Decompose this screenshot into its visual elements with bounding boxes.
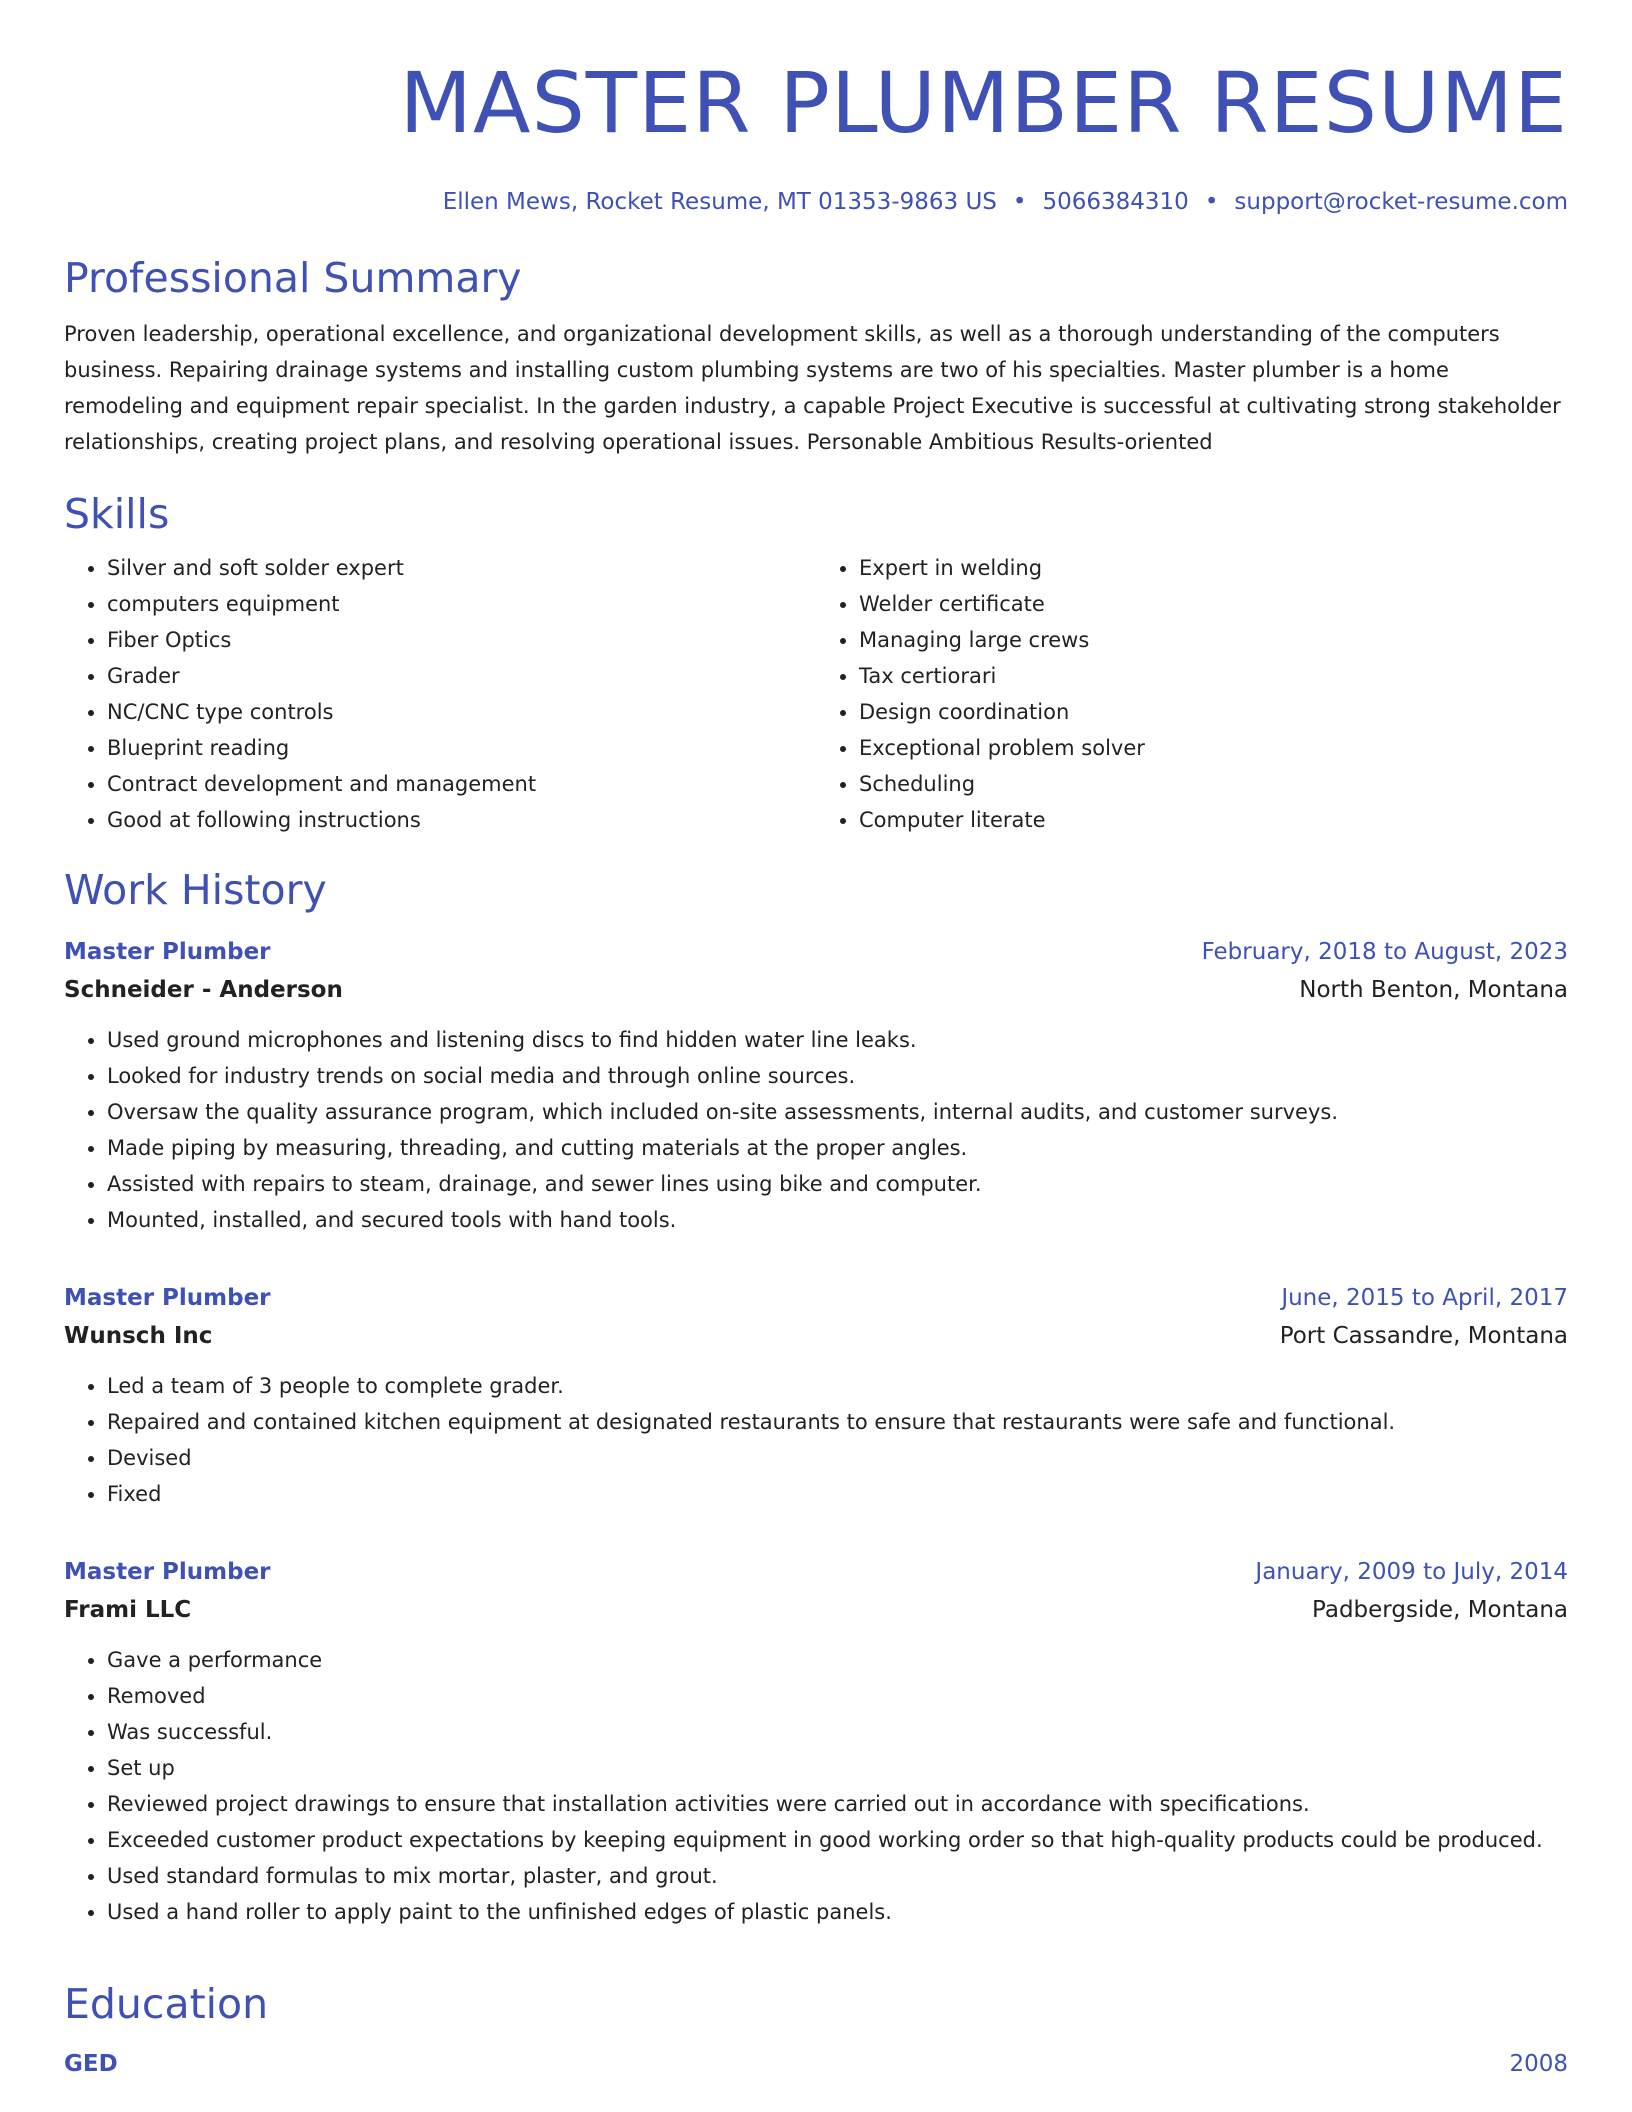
education-entry (64, 2046, 1568, 2082)
resume-name: MASTER PLUMBER RESUME (399, 54, 1568, 152)
skill-item: • Silver and soft solder expert (107, 550, 816, 586)
job-dates: February, 2018 to August, 2023 (1201, 939, 1568, 965)
skill-item: • Exceptional problem solver (859, 730, 1568, 766)
skill-item: • Expert in welding (859, 550, 1568, 586)
skill-item: • Tax certiorari (859, 658, 1568, 694)
skill-item: • Fiber Optics (107, 622, 816, 658)
work-history-section (64, 862, 1568, 1930)
section-title-skills: Skills (64, 490, 170, 538)
skill-item: • Blueprint reading (107, 730, 816, 766)
job-bullet: • Repaired and contained kitchen equipment at designated restaurants to ensure that restaurants were safe and functional. (107, 1404, 1568, 1440)
job-bullet: • Reviewed project drawings to ensure that installation activities were carried out in accordance with specifications. (107, 1786, 1568, 1822)
job-bullets (64, 1022, 1568, 1238)
skills-list-right (816, 550, 1568, 838)
job-bullet: • Devised (107, 1440, 1568, 1476)
job-bullet: • Made piping by measuring, threading, and cutting materials at the proper angles. (107, 1130, 1568, 1166)
skill-item: • NC/CNC type controls (107, 694, 816, 730)
skill-item: • Good at following instructions (107, 802, 816, 838)
skills-list-left (64, 550, 816, 838)
skill-item: • Contract development and management (107, 766, 816, 802)
section-title-work-history: Work History (64, 866, 327, 914)
job-title: Master Plumber (64, 1559, 271, 1585)
job-header-row (64, 934, 1568, 970)
job-location: North Benton, Montana (1299, 977, 1568, 1003)
job-bullets (64, 1642, 1568, 1930)
job-bullet: • Set up (107, 1750, 1568, 1786)
job-bullet: • Used a hand roller to apply paint to the unfinished edges of plastic panels. (107, 1894, 1568, 1930)
job-bullet: • Looked for industry trends on social media and through online sources. (107, 1058, 1568, 1094)
professional-summary-section (64, 250, 1568, 460)
contact-separator: • (1012, 189, 1027, 215)
job-bullet: • Led a team of 3 people to complete grader. (107, 1368, 1568, 1404)
job-header-row (64, 1554, 1568, 1590)
job-company-row (64, 1590, 1568, 1628)
job-header-row (64, 1280, 1568, 1316)
education-degree: GED (64, 2051, 118, 2077)
education-year: 2008 (1509, 2051, 1568, 2077)
job-dates: June, 2015 to April, 2017 (1281, 1285, 1568, 1311)
contact-separator: • (1204, 189, 1219, 215)
job-bullets (64, 1368, 1568, 1512)
contact-phone: 5066384310 (1042, 189, 1189, 215)
job-bullet: • Removed (107, 1678, 1568, 1714)
skill-item: • Grader (107, 658, 816, 694)
job-company: Schneider - Anderson (64, 977, 343, 1003)
job-bullet: • Fixed (107, 1476, 1568, 1512)
job-bullet: • Mounted, installed, and secured tools with hand tools. (107, 1202, 1568, 1238)
job-company: Frami LLC (64, 1597, 192, 1623)
job-company-row (64, 1316, 1568, 1354)
job-bullet: • Oversaw the quality assurance program, which included on-site assessments, internal audits, and customer surveys. (107, 1094, 1568, 1130)
job-company: Wunsch Inc (64, 1323, 213, 1349)
job-bullet: • Used ground microphones and listening discs to find hidden water line leaks. (107, 1022, 1568, 1058)
skill-item: • Computer literate (859, 802, 1568, 838)
contact-address: Ellen Mews, Rocket Resume, MT 01353-9863 US (442, 189, 997, 215)
job-bullet: • Gave a performance (107, 1642, 1568, 1678)
skill-item: • Welder certificate (859, 586, 1568, 622)
section-title-education: Education (64, 1980, 269, 2028)
job-entry (64, 934, 1568, 1238)
job-location: Padbergside, Montana (1312, 1597, 1568, 1623)
job-company-row (64, 970, 1568, 1008)
education-section (64, 1976, 1568, 2082)
job-title: Master Plumber (64, 939, 271, 965)
job-title: Master Plumber (64, 1285, 271, 1311)
skill-item: • Managing large crews (859, 622, 1568, 658)
section-title-summary: Professional Summary (64, 254, 522, 302)
job-bullet: • Exceeded customer product expectations by keeping equipment in good working order so that high-quality products could be produced. (107, 1822, 1568, 1858)
summary-text: Proven leadership, operational excellence, and organizational development skills, as well as a thorough understanding of the computers business. Repairing drainage systems and installing custom plumbing systems are two of his specialties. Master plumber is a home remodeling and equipment repair specialist. In the garden industry, a capable Project Executive is successful at cultivating strong stakeholder relationships, creating project plans, and resolving operational issues. Personable Ambitious Results-oriented (64, 322, 1561, 454)
contact-line (64, 186, 1568, 218)
job-bullet: • Used standard formulas to mix mortar, plaster, and grout. (107, 1858, 1568, 1894)
job-bullet: • Was successful. (107, 1714, 1568, 1750)
job-entry (64, 1280, 1568, 1512)
skills-section (64, 486, 1568, 838)
job-dates: January, 2009 to July, 2014 (1255, 1559, 1568, 1585)
job-location: Port Cassandre, Montana (1279, 1323, 1568, 1349)
skill-item: • computers equipment (107, 586, 816, 622)
contact-email: support@rocket-resume.com (1234, 189, 1568, 215)
resume-header (64, 0, 1568, 218)
job-bullet: • Assisted with repairs to steam, drainage, and sewer lines using bike and computer. (107, 1166, 1568, 1202)
skills-columns (64, 550, 1568, 838)
skill-item: • Scheduling (859, 766, 1568, 802)
job-entry (64, 1554, 1568, 1930)
skill-item: • Design coordination (859, 694, 1568, 730)
